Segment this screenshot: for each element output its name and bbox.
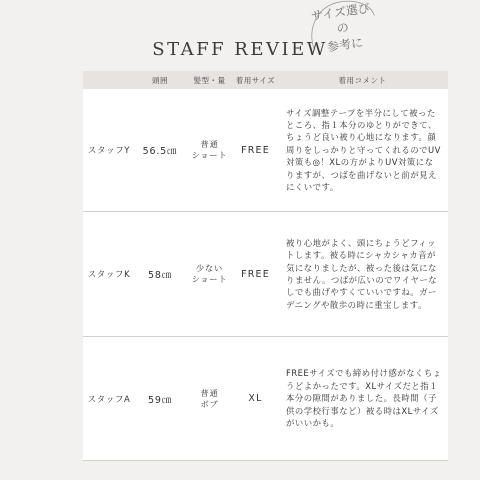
wear-comment: サイズ調整テープを半分にして被ったところ、指１本分のゆとりができて、ちょうど良い被り心地になります。顔周りをしっかりと守ってくれるのでUV対策も◎！XLの方がよりUV対策になりますが、つばを曲げないと前が見えにくいです。: [277, 89, 448, 212]
header-head-size: 頭囲: [135, 71, 185, 89]
badge-line-1: サイズ選びの: [310, 1, 371, 36]
hair-cell: [185, 337, 234, 461]
head-size: 56.5㎝: [135, 89, 185, 212]
staff-name: スタッフK: [83, 212, 135, 337]
hair-cell: [185, 212, 234, 337]
hair-style: ボブ: [200, 398, 219, 409]
table-header-row: [83, 71, 448, 89]
head-size: 59㎝: [135, 337, 185, 461]
header-comment: 着用コメント: [277, 71, 448, 89]
hair-style: ショート: [191, 150, 228, 160]
wear-size: FREE: [234, 89, 277, 212]
table-row: [83, 212, 448, 337]
header-hair: 髪型・量: [185, 71, 234, 89]
hair-cell: [185, 89, 234, 212]
hair-volume: 普通: [200, 387, 219, 398]
review-table: [83, 71, 448, 461]
table-row: [83, 89, 448, 212]
wear-comment: 被り心地がよく、頭にちょうどフィットします。被る時にシャカシャカ音が気になりましたが、被った後は気になりません。つばが広いのでワイヤーなしでも曲げやすくていいですね。ガーデニングや散歩の時に重宝します。: [277, 212, 448, 337]
badge-line-2: 参考に: [326, 35, 364, 55]
head-size: 58㎝: [135, 212, 185, 337]
wear-comment: FREEサイズでも締め付け感がなくちょうどよかったです。XLサイズだと指１本分の隙間がありました。長時間（子供の学校行事など）被る時はXLサイズがいいかも。: [277, 337, 448, 461]
hair-style: ショート: [191, 274, 228, 284]
wear-size: XL: [234, 337, 277, 461]
hair-volume: 普通: [200, 139, 219, 149]
table-row: [83, 337, 448, 461]
staff-name: スタッフY: [83, 89, 135, 212]
header-size: 着用サイズ: [234, 71, 277, 89]
header-staff: [83, 71, 135, 89]
wear-size: FREE: [234, 212, 277, 337]
staff-name: スタッフA: [83, 337, 135, 461]
hair-volume: 少ない: [196, 263, 223, 273]
page-title: STAFF REVIEW: [152, 39, 328, 60]
